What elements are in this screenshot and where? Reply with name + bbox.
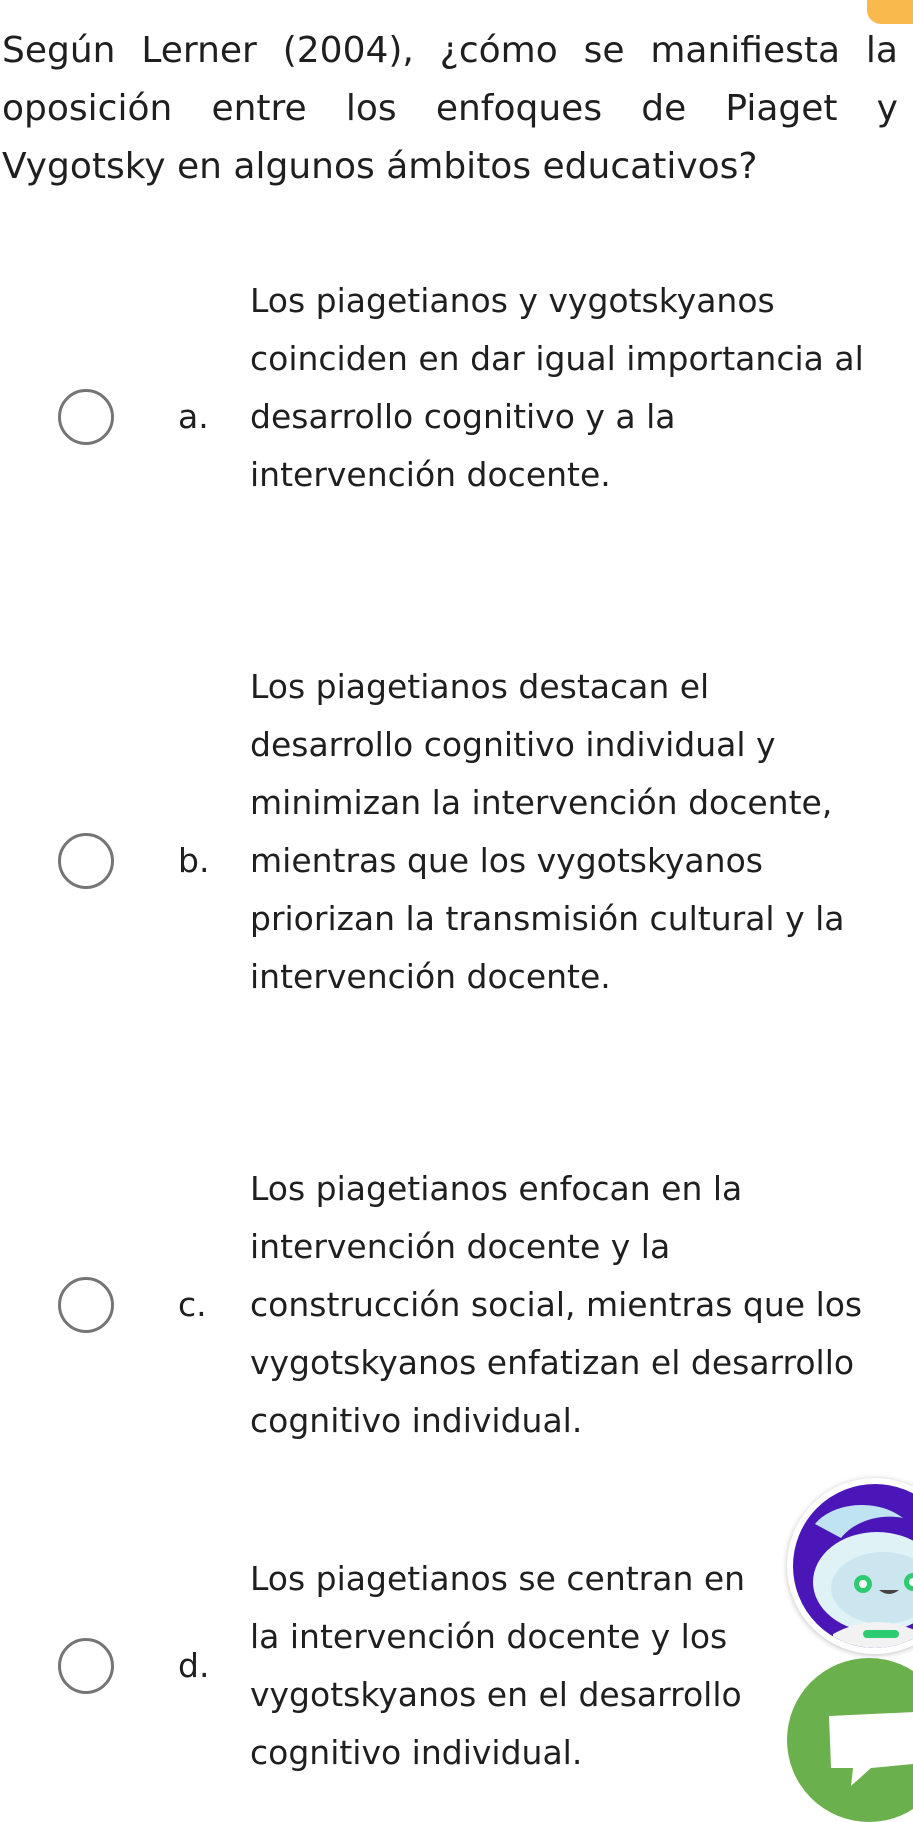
option-letter-d: d. xyxy=(178,1646,210,1685)
top-tab-indicator xyxy=(867,0,913,24)
option-text-c: Los piagetianos enfocan en la intervención docente y la construcción social, mientras que los vygotskyanos enfatizan el desarrollo cognitivo individual. xyxy=(250,1169,863,1440)
option-text-a: Los piagetianos y vygotskyanos coinciden en dar igual importancia al desarrollo cognitivo y a la intervención docente. xyxy=(250,281,864,494)
option-letter-c: c. xyxy=(178,1285,207,1324)
option-letter-b: b. xyxy=(178,841,210,880)
question-text: Según Lerner (2004), ¿cómo se manifiesta la oposición entre los enfoques de Piaget y Vygotsky en algunos ámbitos educativos? xyxy=(2,30,898,187)
option-text-d: Los piagetianos se centran en la intervención docente y los vygotskyanos en el desarrollo cognitivo individual. xyxy=(250,1559,746,1772)
radio-button-c[interactable] xyxy=(58,1277,114,1333)
robot-mascot-icon xyxy=(793,1484,913,1648)
radio-button-a[interactable] xyxy=(58,389,114,445)
radio-button-d[interactable] xyxy=(58,1638,114,1694)
radio-button-b[interactable] xyxy=(58,833,114,889)
option-text-b: Los piagetianos destacan el desarrollo cognitivo individual y minimizan la intervención docente, mientras que los vygotskyanos priorizan la transmisión cultural y la intervención docente. xyxy=(250,667,845,996)
option-letter-a: a. xyxy=(178,397,209,436)
answer-option-c[interactable] xyxy=(0,1160,913,1450)
answer-option-a[interactable] xyxy=(0,272,913,562)
answer-option-b[interactable] xyxy=(0,658,913,1064)
answer-option-d[interactable] xyxy=(0,1550,913,1782)
